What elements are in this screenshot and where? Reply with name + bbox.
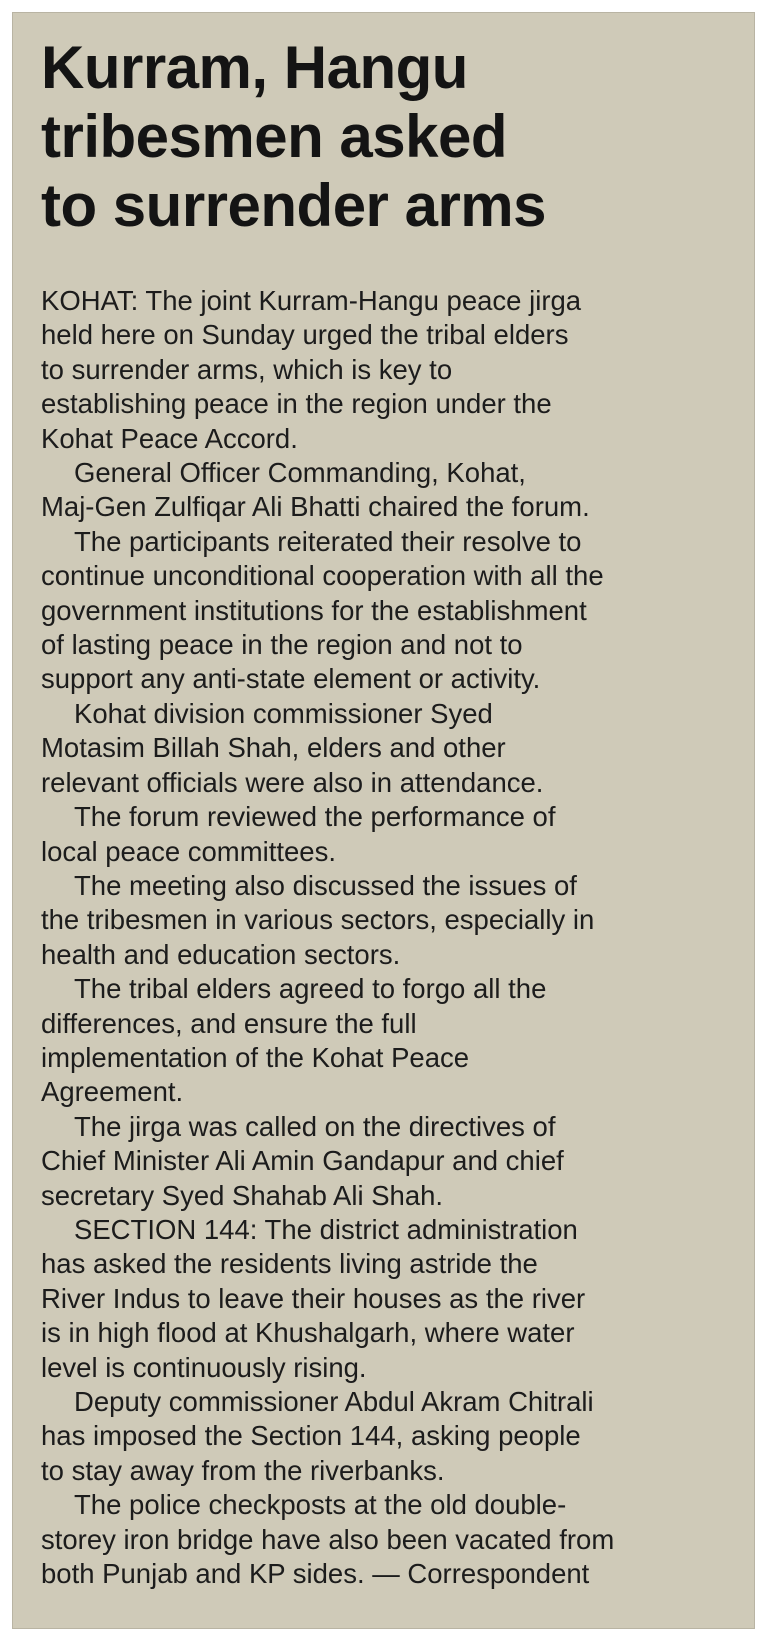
body-line: The meeting also discussed the issues of — [74, 869, 577, 901]
headline — [41, 33, 741, 240]
body-line: held here on Sunday urged the tribal elders — [41, 319, 569, 351]
body-line: Agreement. — [41, 1076, 184, 1108]
article-body — [41, 284, 751, 1591]
body-line: Kohat division commissioner Syed — [74, 697, 493, 729]
body-line: KOHAT: The joint Kurram-Hangu peace jirga — [41, 285, 582, 316]
body-line: General Officer Commanding, Kohat, — [74, 457, 526, 489]
body-line: both Punjab and KP sides. — Correspondent — [41, 1558, 590, 1590]
body-line: support any anti-state element or activity. — [41, 663, 541, 695]
body-line: implementation of the Kohat Peace — [41, 1041, 470, 1073]
headline-line: Kurram, Hangu — [41, 34, 468, 101]
body-line: Chief Minister Ali Amin Gandapur and chief — [41, 1145, 564, 1177]
body-line: relevant officials were also in attendance. — [41, 766, 544, 798]
body-line: Deputy commissioner Abdul Akram Chitrali — [74, 1386, 594, 1417]
body-line: The participants reiterated their resolve to — [74, 525, 582, 557]
body-line: The police checkposts at the old double- — [74, 1489, 567, 1521]
body-line: to stay away from the riverbanks. — [41, 1454, 445, 1486]
body-line: has imposed the Section 144, asking people — [41, 1420, 581, 1452]
headline-line: tribesmen asked — [41, 103, 508, 170]
body-line: has asked the residents living astride the — [41, 1248, 538, 1280]
body-line: local peace committees. — [41, 835, 336, 867]
body-line: SECTION 144: The district administration — [74, 1213, 578, 1245]
body-line: health and education sectors. — [41, 938, 401, 970]
body-line: is in high flood at Khushalgarh, where water — [41, 1317, 575, 1349]
news-clipping — [12, 12, 755, 1629]
body-line: government institutions for the establishment — [41, 594, 587, 626]
body-line: the tribesmen in various sectors, especially in — [41, 904, 595, 936]
body-line: Maj-Gen Zulfiqar Ali Bhatti chaired the forum. — [41, 491, 590, 523]
body-line: The jirga was called on the directives of — [74, 1110, 556, 1142]
body-line: Kohat Peace Accord. — [41, 422, 298, 454]
body-line: Motasim Billah Shah, elders and other — [41, 732, 506, 764]
headline-line: to surrender arms — [41, 172, 547, 239]
body-line: level is continuously rising. — [41, 1351, 367, 1383]
body-line: continue unconditional cooperation with all the — [41, 560, 604, 592]
body-line: establishing peace in the region under the — [41, 388, 552, 420]
body-line: to surrender arms, which is key to — [41, 353, 453, 385]
body-line: storey iron bridge have also been vacated from — [41, 1523, 615, 1555]
body-line: The tribal elders agreed to forgo all the — [74, 973, 547, 1005]
body-line: of lasting peace in the region and not to — [41, 629, 523, 661]
body-line: River Indus to leave their houses as the river — [41, 1282, 586, 1314]
body-line: differences, and ensure the full — [41, 1007, 417, 1039]
body-line: The forum reviewed the performance of — [74, 801, 556, 833]
body-line: secretary Syed Shahab Ali Shah. — [41, 1179, 444, 1211]
